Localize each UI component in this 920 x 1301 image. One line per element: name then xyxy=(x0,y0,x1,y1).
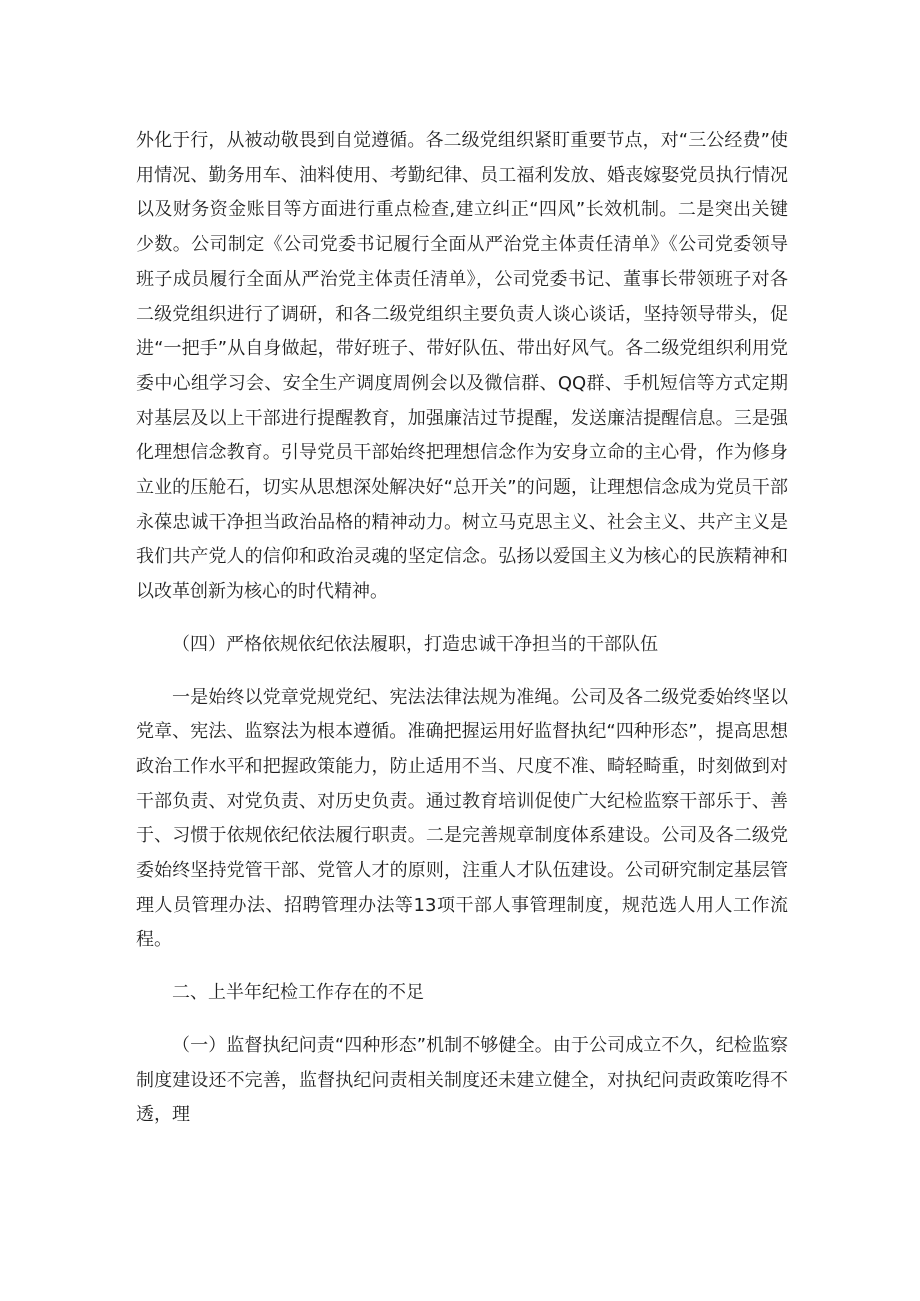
paragraph-continued: 外化于行，从被动敬畏到自觉遵循。各二级党组织紧盯重要节点，对“三公经费”使用情况、勤务用车、油料使用、考勤纪律、员工福利发放、婚丧嫁娶党员执行情况以及财务资金账目等方面进行重点检查,建立纠正“四风”长效机制。二是突出关键少数。公司制定《公司党委书记履行全面从严治党主体责任清单》《公司党委领导班子成员履行全面从严治党主体责任清单》，公司党委书记、董事长带领班子对各二级党组织进行了调研，和各二级党组织主要负责人谈心谈话，坚持领导带头，促进“一把手”从自身做起，带好班子、带好队伍、带出好风气。各二级党组织利用党委中心组学习会、安全生产调度周例会以及微信群、QQ群、手机短信等方式定期对基层及以上干部进行提醒教育，加强廉洁过节提醒，发送廉洁提醒信息。三是强化理想信念教育。引导党员干部始终把理想信念作为安身立命的主心骨，作为修身立业的压舱石，切实从思想深处解决好“总开关”的问题，让理想信念成为党员干部永葆忠诚干净担当政治品格的精神动力。树立马克思主义、社会主义、共产主义是我们共产党人的信仰和政治灵魂的坚定信念。弘扬以爱国主义为核心的民族精神和以改革创新为核心的时代精神。 xyxy=(136,130,788,603)
paragraph-body: 一是始终以党章党规党纪、宪法法律法规为准绳。公司及各二级党委始终坚以党章、宪法、监察法为根本遵循。准确把握运用好监督执纪“四种形态”，提高思想政治工作水平和把握政策能力，防止适用不当、尺度不准、畸轻畸重，时刻做到对干部负责、对党负责、对历史负责。通过教育培训促使广大纪检监察干部乐于、善于、习惯于依规依纪依法履行职责。二是完善规章制度体系建设。公司及各二级党委始终坚持党管干部、党管人才的原则，注重人才队伍建设。公司研究制定基层管理人员管理办法、招聘管理办法等13项干部人事管理制度，规范选人用人工作流程。 xyxy=(136,686,788,951)
subheading-four: （四）严格依规依纪依法履职，打造忠诚干净担当的干部队伍 xyxy=(172,633,658,655)
section-heading-two: 二、上半年纪检工作存在的不足 xyxy=(172,982,424,1004)
document-body xyxy=(136,124,788,1133)
paragraph-body-last: （一）监督执纪问责“四种形态”机制不够健全。由于公司成立不久，纪检监察制度建设还不完善，监督执纪问责相关制度还未建立健全，对执纪问责政策吃得不透，理 xyxy=(136,1034,788,1126)
